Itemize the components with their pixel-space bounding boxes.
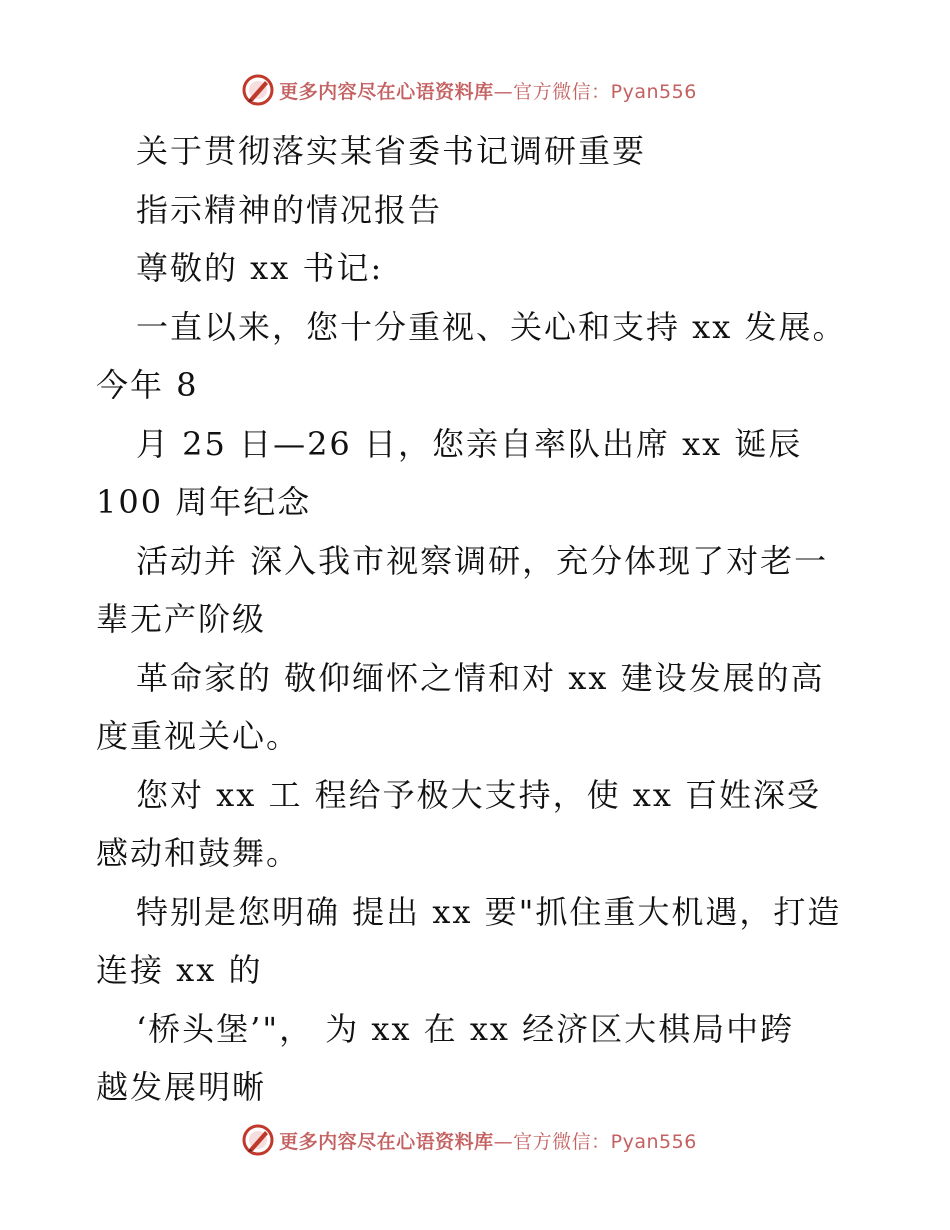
paragraph-line: 今年 8 (96, 366, 199, 404)
paragraph-line: 革命家的 敬仰缅怀之情和对 xx 建设发展的高 (136, 658, 825, 697)
footer-banner-tail: —官方微信：Pyan556 (493, 1130, 697, 1153)
pen-logo-icon (241, 73, 275, 107)
header-banner (0, 70, 950, 110)
footer-banner-lead: 更多内容尽在心语资料库 (279, 1130, 494, 1153)
paragraph-line: 一直以来，您十分重视、关心和支持 xx 发展。 (136, 307, 847, 346)
paragraph-line: 辈无产阶级 (96, 600, 267, 638)
paragraph-line: 感动和鼓舞。 (96, 834, 301, 872)
report-body (96, 122, 866, 1117)
footer-banner-text (279, 1127, 697, 1154)
paragraph-line: 越发展明晰 (96, 1068, 267, 1106)
salutation: 尊敬的 xx 书记: (136, 249, 384, 287)
paragraph-line: 活动并 深入我市视察调研，充分体现了对老一 (136, 541, 829, 580)
header-banner-lead: 更多内容尽在心语资料库 (279, 80, 494, 103)
paragraph-line: 月 25 日—26 日，您亲自率队出席 xx 诞辰 (136, 424, 803, 463)
paragraph-line: 特别是您明确 提出 xx 要"抓住重大机遇，打造 (136, 892, 842, 931)
paragraph-line: ‘桥头堡’"， 为 xx 在 xx 经济区大棋局中跨 (136, 1009, 795, 1048)
paragraph-line: 连接 xx 的 (96, 951, 263, 989)
footer-banner-content (241, 1123, 697, 1157)
title-line-1: 关于贯彻落实某省委书记调研重要 (136, 132, 647, 170)
header-banner-tail: —官方微信：Pyan556 (493, 80, 697, 103)
title-line-2: 指示精神的情况报告 (136, 190, 443, 229)
paragraph-line: 您对 xx 工 程给予极大支持，使 xx 百姓深受 (136, 775, 822, 814)
header-banner-content (241, 73, 697, 107)
paragraph-line: 度重视关心。 (96, 717, 301, 755)
footer-banner (0, 1120, 950, 1160)
header-banner-text (279, 77, 697, 104)
pen-logo-icon (241, 1123, 275, 1157)
paragraph-line: 100 周年纪念 (96, 483, 312, 521)
